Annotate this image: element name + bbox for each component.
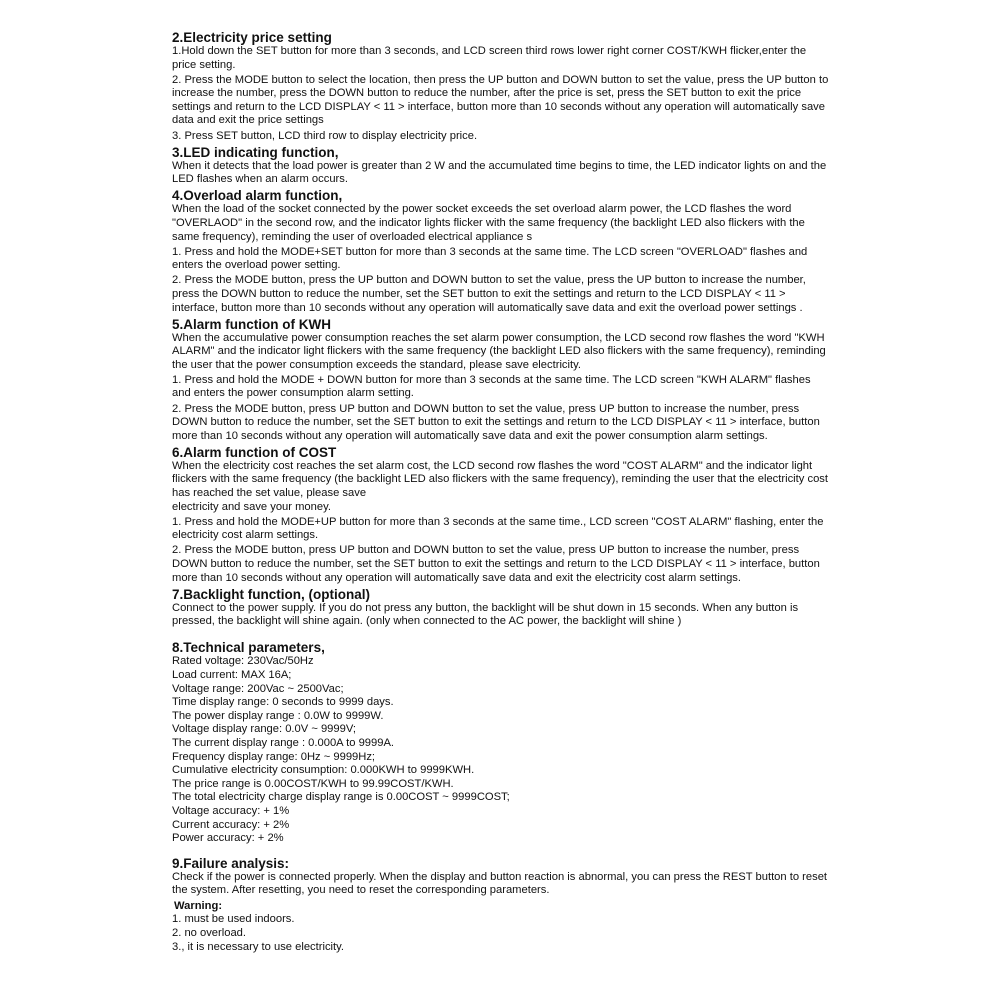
section-title-price-setting: 2.Electricity price setting [172,30,332,45]
warning-label: Warning: [174,899,223,912]
warning-item: 2. no overload. [172,927,247,940]
parameter-line: Time display range: 0 seconds to 9999 days. [172,696,394,709]
paragraph: Check if the power is connected properly. When the display and button reaction is abnormal, you can press the REST button to reset the system. After resetting, you need to reset the corresponding parameters. [172,870,828,897]
parameter-line: Rated voltage: 230Vac/50Hz [172,655,314,668]
section-title-kwh-alarm: 5.Alarm function of KWH [172,316,331,332]
parameter-line: Voltage range: 200Vac ~ 2500Vac; [172,682,344,695]
paragraph: When it detects that the load power is greater than 2 W and the accumulated time begins to time, the LED indicator lights on and the LED flashes when an alarm occurs. [172,159,827,186]
paragraph: 1. Press and hold the MODE+UP button for more than 3 seconds at the same time., LCD screen "COST ALARM" flashing, enter the electricity cost alarm settings. [172,515,824,542]
parameter-line: The price range is 0.00COST/KWH to 99.99COST/KWH. [172,777,454,790]
paragraph: When the accumulative power consumption reaches the set alarm power consumption, the LCD second row flashes the word "KWH ALARM" and the indicator light flickers with the same frequency (the backlight LED also flickers with the same frequency), reminding the user that the power consumption exceeds the standard, please save electricity. [172,331,826,371]
parameter-line: Frequency display range: 0Hz ~ 9999Hz; [172,750,376,763]
paragraph: When the load of the socket connected by the power socket exceeds the set overload alarm power, the LCD flashes the word "OVERLAOD" in the second row, and the indicator lights flicker with the same frequency (the backlight LED also flickers with the same frequency), reminding the user of overloaded electrical appliance s [172,203,805,243]
paragraph: electricity and save your money. [172,500,331,513]
section-title-cost-alarm: 6.Alarm function of COST [172,444,337,460]
paragraph: 2. Press the MODE button, press the UP button and DOWN button to set the value, press the UP button to increase the number, press the DOWN button to reduce the number, set the SET button to exit the settings and return to the LCD DISPLAY < 11 > interface, button more than 10 seconds without any operation will automatically save data and exit the overload power settings . [172,274,806,314]
parameter-line: Cumulative electricity consumption: 0.000KWH to 9999KWH. [172,764,475,777]
warning-list [172,913,832,954]
parameter-line: Voltage display range: 0.0V ~ 9999V; [172,723,357,736]
section-title-overload: 4.Overload alarm function, [172,188,343,204]
paragraph: 2. Press the MODE button to select the location, then press the UP button and DOWN button to set the value, press the UP button to increase the number, press the DOWN button to reduce the number, after the price is set, press the SET button to exit the price settings and return to the LCD DISPLAY < 11 > interface, button more than 10 seconds without any operation will automatically save data and exit the price settings [172,73,829,127]
warning-item: 3., it is necessary to use electricity. [172,940,345,953]
paragraph: 3. Press SET button, LCD third row to display electricity price. [172,129,478,142]
parameter-line: The total electricity charge display range is 0.00COST ~ 9999COST; [172,791,510,804]
manual-page [172,30,832,954]
parameter-line: Current accuracy: + 2% [172,818,290,831]
technical-parameters-list [172,655,832,845]
section-title-backlight: 7.Backlight function, (optional) [172,586,370,602]
parameter-line: Power accuracy: + 2% [172,832,284,845]
paragraph: 2. Press the MODE button, press UP button and DOWN button to set the value, press UP button to increase the number, press DOWN button to reduce the number, set the SET button to exit the settings and return to the LCD DISPLAY < 11 > interface, button more than 10 seconds without any operation will automatically save data and exit the electricity cost alarm settings. [172,544,820,584]
paragraph: 1. Press and hold the MODE+SET button for more than 3 seconds at the same time. The LCD screen "OVERLOAD" flashes and enters the overload power setting. [172,245,808,272]
paragraph: 1. Press and hold the MODE + DOWN button for more than 3 seconds at the same time. The LCD screen "KWH ALARM" flashes and enters the power consumption alarm setting. [172,373,811,400]
paragraph: 2. Press the MODE button, press UP button and DOWN button to set the value, press UP button to increase the number, press DOWN button to reduce the number, set the SET button to exit the settings and return to the LCD DISPLAY < 11 > interface, button more than 10 seconds without any operation will automatically save data and exit the power consumption alarm settings. [172,402,820,442]
paragraph: When the electricity cost reaches the set alarm cost, the LCD second row flashes the word "COST ALARM" and the indicator light flickers with the same frequency (the backlight LED also flickers with the same frequency), reminding the user that the electricity cost has reached the set value, please save [172,459,828,500]
paragraph: Connect to the power supply. If you do not press any button, the backlight will be shut down in 15 seconds. When any button is pressed, the backlight will shine again. (only when connected to the AC power, the backlight will shine ) [172,601,799,628]
parameter-line: The current display range : 0.000A to 9999A. [172,736,395,749]
parameter-line: The power display range : 0.0W to 9999W. [172,709,384,722]
warning-item: 1. must be used indoors. [172,913,295,926]
section-title-led: 3.LED indicating function, [172,144,339,160]
paragraph: 1.Hold down the SET button for more than 3 seconds, and LCD screen third rows lower right corner COST/KWH flicker,enter the price setting. [172,45,807,71]
section-title-technical-parameters: 8.Technical parameters, [172,640,325,656]
parameter-line: Voltage accuracy: + 1% [172,804,290,817]
parameter-line: Load current: MAX 16A; [172,668,292,681]
section-title-failure-analysis: 9.Failure analysis: [172,855,290,871]
